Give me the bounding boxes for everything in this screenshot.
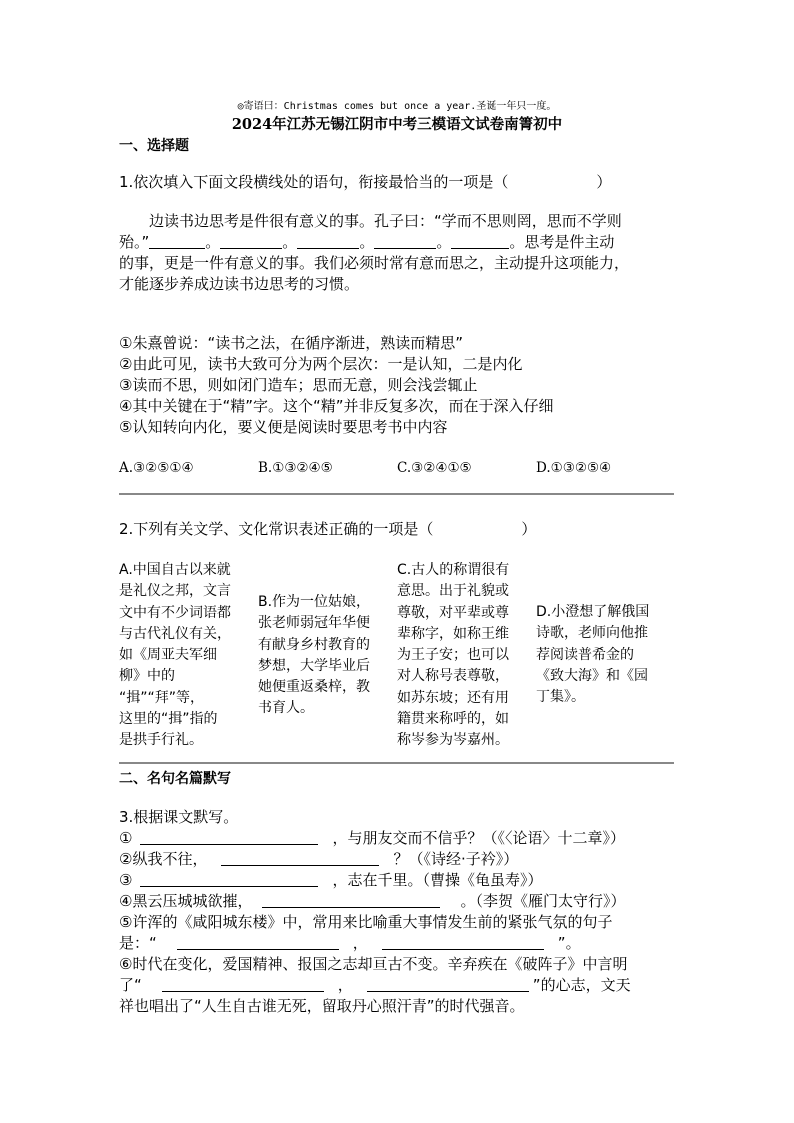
- q3-line-6: 是：“ ， ”。: [119, 934, 581, 952]
- list-item: ⑤认知转向内化，要义便是阅读时要思考书中内容: [119, 418, 448, 436]
- fill-blank[interactable]: [177, 934, 339, 950]
- blank-3[interactable]: [297, 233, 359, 249]
- q1-items: [119, 333, 674, 438]
- passage-line: 殆。” 。 。 。 。 。思考是件主动: [119, 233, 615, 251]
- list-item: ①朱熹曾说：“读书之法，在循序渐进，熟读而精思”: [119, 334, 463, 352]
- list-item: ③读而不思，则如闭门造车；思而无意，则会浅尝辄止: [119, 376, 478, 394]
- fill-blank[interactable]: [140, 871, 318, 887]
- q2-option-a[interactable]: A.中国自古以来就 是礼仪之邦，文言 文中有不少词语都 与古代礼仪有关， 如《周亚夫军细 柳》中的 “揖”“拜”等， 这里的“揖”指的 是拱手行礼。: [119, 562, 231, 749]
- passage-line: 才能逐步养成边读书边思考的习惯。: [119, 275, 360, 293]
- q1-option-d[interactable]: D.①③②⑤④: [536, 460, 612, 476]
- fill-blank[interactable]: [162, 976, 324, 992]
- q2-option-b[interactable]: B.作为一位姑娘， 张老师弱冠年华便 有献身乡村教育的 梦想，大学毕业后 她便重返桑梓，教 书育人。: [258, 594, 371, 717]
- divider: [119, 493, 674, 495]
- fill-blank[interactable]: [367, 976, 529, 992]
- q2-option-d[interactable]: D.小澄想了解俄国 诗歌，老师向他推 荐阅读普希金的 《致大海》和《园 丁集》。: [536, 604, 650, 706]
- list-item: ②由此可见，读书大致可分为两个层次：一是认知，二是内化: [119, 355, 523, 373]
- q1-passage: [119, 211, 674, 295]
- blank-1[interactable]: [149, 233, 205, 249]
- fill-blank[interactable]: [221, 850, 379, 866]
- q2-option-c[interactable]: C.古人的称谓很有 意思。出于礼貌或 尊敬，对平辈或尊 辈称字，如称王维 为王子安；也可以 对人称号表尊敬， 如苏东坡；还有用 籍贯来称呼的，如 称岑参为岑嘉州。: [397, 562, 510, 749]
- list-item: ④其中关键在于“精”字。这个“精”并非反复多次，而在于深入仔细: [119, 397, 554, 415]
- passage-line: 边读书边思考是件很有意义的事。孔子曰：“学而不思则罔，思而不学则: [149, 212, 622, 230]
- q1-option-b[interactable]: B.①③②④⑤: [258, 460, 333, 476]
- section-heading-recitation: 二、名句名篇默写: [119, 771, 231, 787]
- q1-option-a[interactable]: A.③②⑤①④: [119, 460, 194, 476]
- q3-stem: 3.根据课文默写。: [119, 808, 239, 826]
- passage-line: 的事，更是一件有意义的事。我们必须时常有意而思之，主动提升这项能力，: [119, 254, 630, 272]
- blank-4[interactable]: [374, 233, 436, 249]
- fill-blank[interactable]: [382, 934, 544, 950]
- fill-blank[interactable]: [140, 829, 318, 845]
- divider: [119, 762, 674, 764]
- q3-line-2: ②纵我不往， ？（《诗经·子衿》）: [119, 850, 519, 868]
- q1-option-c[interactable]: C.③②④①⑤: [397, 460, 472, 476]
- blank-2[interactable]: [220, 233, 282, 249]
- q3-line-9: 祥也唱出了“人生自古谁无死，留取丹心照汗青”的时代强音。: [119, 997, 525, 1015]
- q3-line-5: ⑤许浑的《咸阳城东楼》中，常用来比喻重大事情发生前的紧张气氛的句子: [119, 913, 613, 931]
- fill-blank[interactable]: [262, 892, 440, 908]
- q1-stem: 1.依次填入下面文段横线处的语句，衔接最恰当的一项是（ ）: [119, 173, 612, 191]
- q2-stem: 2.下列有关文学、文化常识表述正确的一项是（ ）: [119, 520, 537, 538]
- header-note: ◎寄语曰：Christmas comes but once a year.圣诞一年只一度。: [237, 101, 557, 112]
- page-title: 2024年江苏无锡江阴市中考三模语文试卷南箐初中: [231, 116, 563, 133]
- q3-line-8: 了“ ， ”的心志，文天: [119, 976, 631, 994]
- section-heading-choice: 一、选择题: [119, 138, 189, 154]
- q3-line-1: ① ，与朋友交而不信乎？（《〈论语〉十二章》）: [119, 829, 625, 847]
- blank-5[interactable]: [451, 233, 509, 249]
- q3-line-3: ③ ，志在千里。（曹操《龟虽寿》）: [119, 871, 543, 889]
- q3-line-7: ⑥时代在变化，爱国精神、报国之志却亘古不变。辛弃疾在《破阵子》中言明: [119, 955, 628, 973]
- q3-line-4: ④黑云压城城欲摧， 。（李贺《雁门太守行》）: [119, 892, 626, 910]
